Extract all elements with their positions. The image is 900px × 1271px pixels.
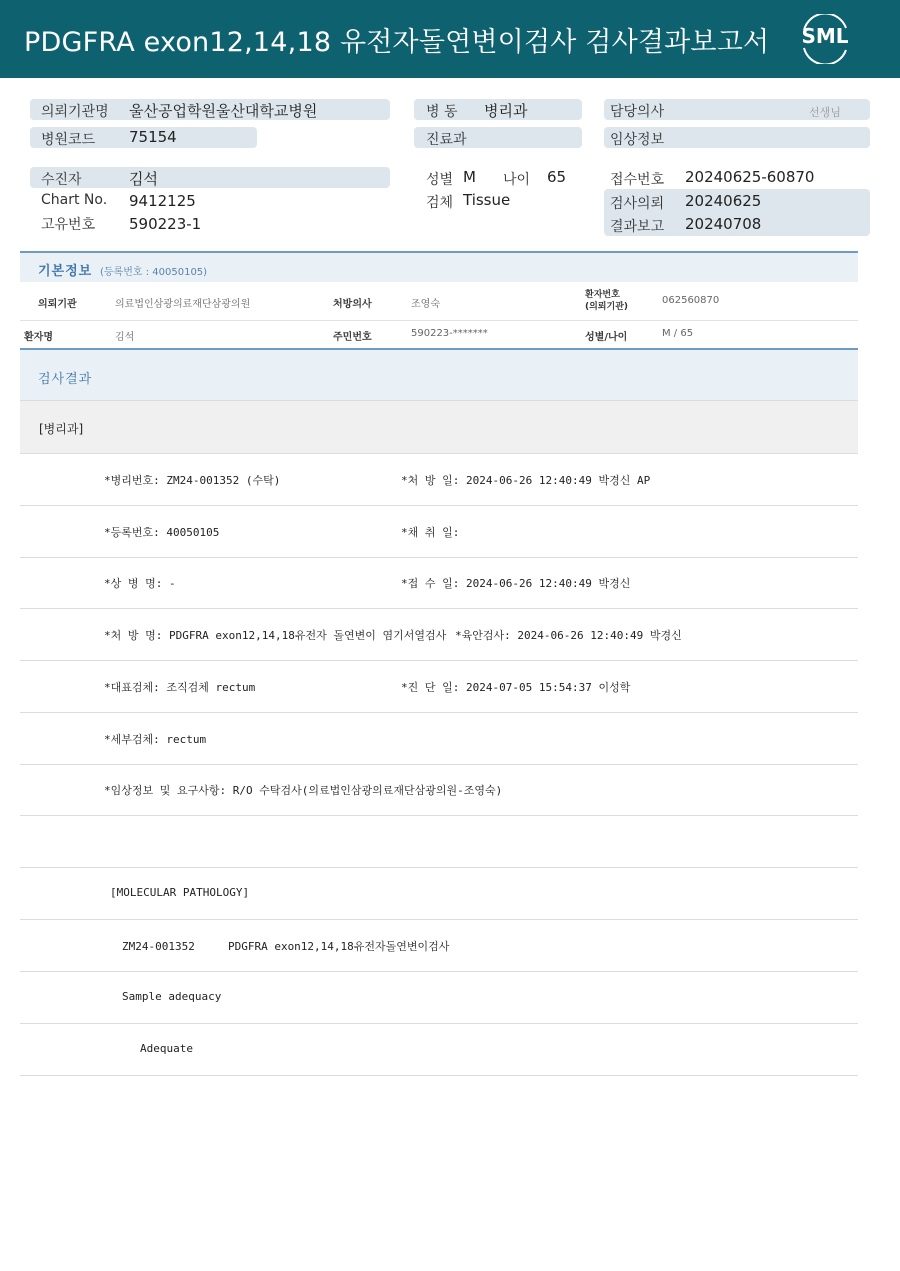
basic-row-divider [20,320,858,321]
hospital-code-label: 병원코드 [41,132,96,148]
row-divider [20,660,858,661]
report-label: 결과보고 [610,219,665,235]
requesting-org-label: 의뢰기관명 [41,104,109,120]
resident-label: 주민번호 [333,332,372,343]
gross-exam-date: *육안검사: 2024-06-26 12:40:49 박경신 [455,629,682,642]
molecular-test-line: ZM24-001352 PDGFRA exon12,14,18유전자돌연변이검사 [122,940,450,953]
adequacy-value: Adequate [140,1042,193,1055]
clinical-request: *임상정보 및 요구사항: R/O 수탁검사(의료법인삼광의료재단삼광의원-조영숙) [104,784,503,797]
org-label: 의뢰기관 [38,299,77,310]
doctor-suffix: 선생님 [809,106,841,119]
row-divider [20,764,858,765]
molecular-header: [MOLECULAR PATHOLOGY] [110,886,250,899]
request-label: 검사의뢰 [610,196,665,212]
age-label: 나이 [503,172,531,188]
row-divider [20,505,858,506]
row-divider [20,919,858,920]
registration-no: *등록번호: 40050105 [104,526,220,539]
dept-label: [병리과] [39,422,84,436]
diagnosis-date: *진 단 일: 2024-07-05 15:54:37 이성학 [401,681,631,694]
prescription-date: *처 방 일: 2024-06-26 12:40:49 박경신 AP [401,474,651,487]
sexage-value: M / 65 [662,328,694,339]
specimen-value: Tissue [463,191,511,209]
prescription-name: *처 방 명: PDGFRA exon12,14,18유전자 돌연변이 염기서열검사 [104,629,447,642]
sex-label: 성별 [426,172,454,188]
unique-value: 590223-1 [129,215,202,233]
report-value: 20240708 [685,215,762,233]
collection-date: *채 취 일: [401,526,460,539]
pat-no-value: 062560870 [662,295,720,306]
row-divider [20,1023,858,1024]
specimen-label: 검체 [426,195,454,211]
receipt-date: *접 수 일: 2024-06-26 12:40:49 박경신 [401,577,631,590]
pat-name-label: 환자명 [24,332,53,343]
results-header [20,348,858,400]
basic-info-header [20,251,858,282]
request-value: 20240625 [685,192,762,210]
resident-value: 590223-******* [411,328,488,339]
pat-no-label-line2: (의뢰기관) [585,302,629,312]
pat-no-label-line1: 환자번호 [585,290,620,300]
pathology-no: *병리번호: ZM24-001352 (수탁) [104,474,281,487]
requesting-org-value: 울산공업학원울산대학교병원 [129,102,318,120]
receipt-value: 20240625-60870 [685,168,815,186]
row-divider [20,557,858,558]
hospital-code-value: 75154 [129,128,177,146]
patient-bar [30,167,390,188]
pat-name-value: 김석 [115,332,135,343]
report-title: PDGFRA exon12,14,18 유전자돌연변이검사 검사결과보고서 [24,27,770,58]
basic-info-reg-no: (등록번호 : 40050105) [100,267,208,278]
diagnosis-name: *상 병 명: - [104,577,176,590]
presc-doc-value: 조영숙 [411,299,440,310]
clinical-info-label: 임상정보 [610,132,665,148]
patient-label: 수진자 [41,172,82,188]
row-divider [20,867,858,868]
chart-value: 9412125 [129,192,196,210]
sex-value: M [463,168,476,186]
unique-label: 고유번호 [41,217,96,233]
pat-no-label [585,289,628,313]
row-divider [20,453,858,454]
representative-specimen: *대표검체: 조직검체 rectum [104,681,256,694]
dept-band [20,401,858,453]
ward-label: 병 동 [426,104,458,120]
row-divider [20,1075,858,1076]
row-divider [20,815,858,816]
detail-specimen: *세부검체: rectum [104,733,207,746]
doctor-label: 담당의사 [610,104,665,120]
age-value: 65 [547,168,567,186]
org-value: 의료법인삼광의료재단삼광의원 [115,299,251,310]
patient-value: 김석 [129,170,158,188]
adequacy-label: Sample adequacy [122,990,222,1003]
row-divider [20,971,858,972]
chart-label: Chart No. [41,192,108,208]
receipt-label: 접수번호 [610,172,665,188]
basic-info-title: 기본정보 [38,264,93,279]
presc-doc-label: 처방의사 [333,299,372,310]
logo-text: SML [801,24,849,48]
row-divider [20,608,858,609]
report-header [0,0,900,78]
sexage-label: 성별/나이 [585,332,628,343]
results-title: 검사결과 [38,372,93,387]
ward-value: 병리과 [484,102,528,120]
sml-logo [796,14,854,64]
department-label: 진료과 [426,132,467,148]
row-divider [20,712,858,713]
